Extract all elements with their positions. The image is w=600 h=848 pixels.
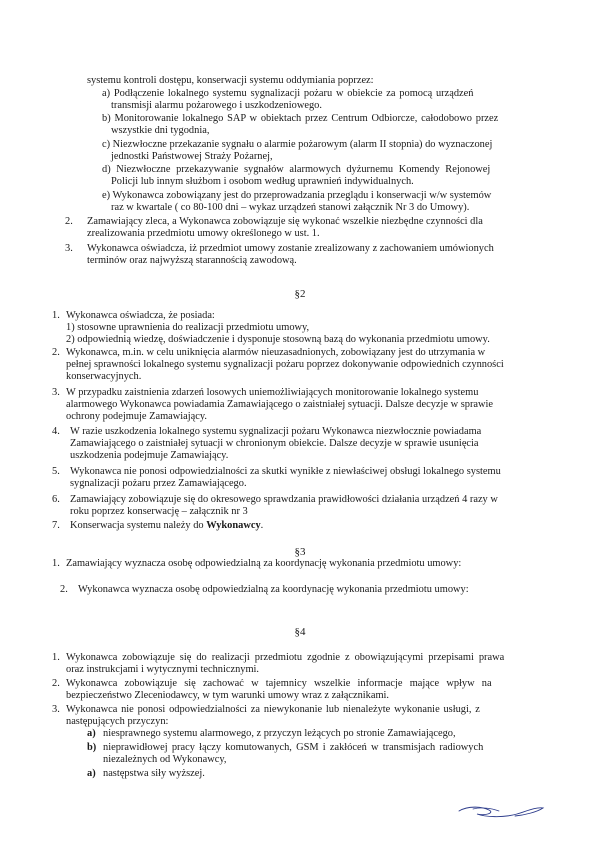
s2-item2-line1: Wykonawca, m.in. w celu uniknięcia alarmów nieuzasadnionych, zobowiązany jest do utrzymania w <box>66 347 486 358</box>
s2-item7-end: . <box>260 520 264 531</box>
s2-item2-line3: konserwacyjnych. <box>66 371 142 382</box>
s2-item4-line2: Zamawiającego o zaistniałej sytuacji w chronionym obiekcie. Dalsze decyzje w sprawie usunięcia <box>70 438 479 449</box>
item-b-line2: wszystkie dni tygodnia, <box>111 125 210 136</box>
s2-item3-number: 3. <box>52 387 60 398</box>
s4-item3-line2: następujących przyczyn: <box>66 716 169 727</box>
s4-sub-b-label: b) <box>87 742 97 753</box>
s2-item7-number: 7. <box>52 520 60 531</box>
s2-item2-number: 2. <box>52 347 60 358</box>
s2-item1-sub2: 2) odpowiednią wiedzę, doświadczenie i dysponuje stosowną bazą do wykonania przedmiotu umowy. <box>66 334 490 345</box>
s2-item7-plain: Konserwacja systemu należy do <box>70 520 207 531</box>
s2-item1-sub1: 1) stosowne uprawnienia do realizacji przedmiotu umowy, <box>66 322 310 333</box>
item-e-line2: raz w kwartale ( co 80-100 dni – wykaz urządzeń stanowi załącznik Nr 3 do Umowy). <box>111 202 470 213</box>
s2-item1-text: Wykonawca oświadcza, że posiada: <box>66 310 215 321</box>
item-a-line1: a) Podłączenie lokalnego systemu sygnalizacji pożaru w obiekcie za pomocą urządzeń <box>102 88 474 99</box>
s4-sub-b-line1: nieprawidłowej pracy łączy komutowanych, GSM i zakłóceń w transmisjach radiowych <box>103 742 484 753</box>
s2-item3-line2: alarmowego Wykonawca powiadamia Zamawiającego o zaistniałej sytuacji. Dalsze decyzje w sprawie <box>66 399 494 410</box>
intro-p3-number: 3. <box>65 243 73 254</box>
s3-item1-number: 1. <box>52 558 60 569</box>
item-c-line1: c) Niezwłoczne przekazanie sygnału o alarmie pożarowym (alarm II stopnia) do wyznaczonej <box>102 139 493 150</box>
s2-item5-line1: Wykonawca nie ponosi odpowiedzialności za skutki wynikłe z niewłaściwej obsługi lokalnego systemu <box>70 466 501 477</box>
intro-p2-line1: Zamawiający zleca, a Wykonawca zobowiązuje się wykonać wszelkie niezbędne czynności dla <box>87 216 483 227</box>
s2-item3-line1: W przypadku zaistnienia zdarzeń losowych uniemożliwiających monitorowanie lokalnego systemu <box>66 387 479 398</box>
intro-p3-line1: Wykonawca oświadcza, iż przedmiot umowy zostanie zrealizowany z zachowaniem umówionych <box>87 243 494 254</box>
s2-item2-line2: pełnej sprawności lokalnego systemu sygnalizacji pożaru poprzez dokonywanie odpowiednich czynności <box>66 359 504 370</box>
item-d-line2: Policji lub innym służbom i osobom według uprawnień indywidualnych. <box>111 176 414 187</box>
s4-sub-c-label: a) <box>87 768 96 779</box>
s3-item2-text: Wykonawca wyznacza osobę odpowiedzialną za koordynację wykonania przedmiotu umowy: <box>78 584 469 595</box>
s4-item1-line2: oraz instrukcjami i wytycznymi technicznymi. <box>66 664 260 675</box>
s4-item2-line1: Wykonawca zobowiązuje się zachować w tajemnicy wszelkie informacje mające wpływ na <box>66 678 492 689</box>
item-a-line2: transmisji alarmu pożarowego i uszkodzeniowego. <box>111 100 322 111</box>
s2-item4-line3: uszkodzenia podejmuje Zamawiający. <box>70 450 229 461</box>
s3-item1-text: Zamawiający wyznacza osobę odpowiedzialną za koordynację wykonania przedmiotu umowy: <box>66 558 462 569</box>
s2-item4-number: 4. <box>52 426 60 437</box>
s4-sub-a-label: a) <box>87 728 96 739</box>
s2-item4-line1: W razie uszkodzenia lokalnego systemu sygnalizacji pożaru Wykonawca niezwłocznie powiadama <box>70 426 482 437</box>
intro-p3-line2: terminów oraz najwyższą starannością zawodową. <box>87 255 297 266</box>
intro-p2-line2: zrealizowania przedmiotu umowy określonego w ust. 1. <box>87 228 320 239</box>
section-2-heading: §2 <box>294 288 306 300</box>
s4-item3-number: 3. <box>52 704 60 715</box>
item-e-line1: e) Wykonawca zobowiązany jest do przeprowadzania przeglądu i konserwacji w/w systemów <box>102 190 492 201</box>
s2-item7-text <box>70 520 263 532</box>
item-d-line1: d) Niezwłoczne przekazywanie sygnałów alarmowych dyżurnemu Komendy Rejonowej <box>102 164 491 175</box>
s4-item3-line1: Wykonawca nie ponosi odpowiedzialności za niewykonanie lub nienależyte wykonanie usługi, z <box>66 704 480 715</box>
s2-item6-line1: Zamawiający zobowiązuje się do okresowego sprawdzania prawidłowości działania urządzeń 4 razy w <box>70 494 498 505</box>
s2-item3-line3: ochrony podejmuje Zamawiający. <box>66 411 207 422</box>
s2-item7-bold: Wykonawcy <box>206 520 261 531</box>
s2-item6-number: 6. <box>52 494 60 505</box>
section-4-heading: §4 <box>294 626 306 638</box>
s2-item1-number: 1. <box>52 310 60 321</box>
s4-item1-number: 1. <box>52 652 60 663</box>
s4-sub-c-text: następstwa siły wyższej. <box>103 768 205 779</box>
s2-item6-line2: roku poprzez konserwację – załącznik nr 3 <box>70 506 248 517</box>
s4-item2-number: 2. <box>52 678 60 689</box>
item-b-line1: b) Monitorowanie lokalnego SAP w obiektach przez Centrum Odbiorcze, całodobowo przez <box>102 113 499 124</box>
s4-sub-b-line2: niezależnych od Wykonawcy, <box>103 754 227 765</box>
initials-signature <box>455 795 550 825</box>
section-3-heading: §3 <box>294 546 306 558</box>
item-c-line2: jednostki Państwowej Straży Pożarnej, <box>111 151 273 162</box>
s3-item2-number: 2. <box>60 584 68 595</box>
s4-sub-a-text: niesprawnego systemu alarmowego, z przyczyn leżących po stronie Zamawiającego, <box>103 728 456 739</box>
s4-item2-line2: bezpieczeństwo Zleceniodawcy, w tym warunki umowy wraz z załącznikami. <box>66 690 390 701</box>
s4-item1-line1: Wykonawca zobowiązuje się do realizacji przedmiotu zgodnie z obowiązującymi przepisami prawa <box>66 652 505 663</box>
intro-p2-number: 2. <box>65 216 73 227</box>
intro-lead: systemu kontroli dostępu, konserwacji systemu oddymiania poprzez: <box>87 75 374 86</box>
s2-item5-line2: sygnalizacji pożaru przez Zamawiającego. <box>70 478 247 489</box>
s2-item5-number: 5. <box>52 466 60 477</box>
